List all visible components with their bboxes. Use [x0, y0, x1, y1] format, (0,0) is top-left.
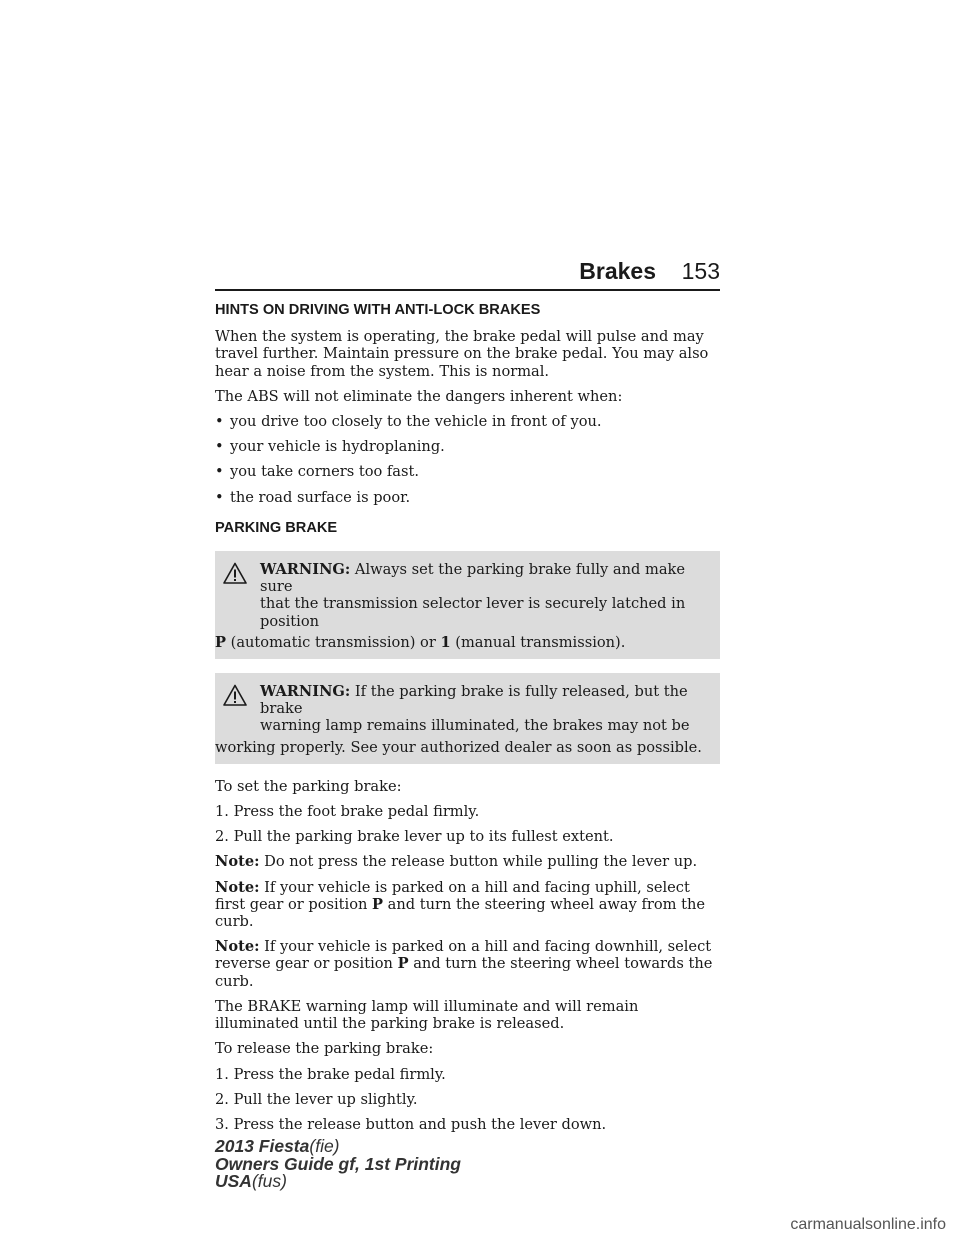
- warning-triangle-icon: [223, 562, 247, 584]
- heading-parking-brake: PARKING BRAKE: [215, 519, 338, 536]
- gear-1: 1: [440, 633, 451, 651]
- warning-text: that the transmission selector lever is securely latched in position: [260, 595, 686, 630]
- header-rule: [215, 289, 720, 291]
- list-item-text: the road surface is poor.: [230, 488, 411, 506]
- bullet-glyph: •: [215, 463, 224, 481]
- gear-p: P: [397, 955, 409, 973]
- warning-text: working properly. See your authorized dealer as soon as possible.: [215, 738, 702, 756]
- heading-anti-lock: HINTS ON DRIVING WITH ANTI-LOCK BRAKES: [215, 302, 541, 318]
- warning-text: (automatic transmission) or: [225, 633, 441, 651]
- note-text: If your vehicle is parked on a hill and facing downhill, select reverse gear or position: [215, 938, 712, 973]
- warning-box: [215, 673, 720, 764]
- document-footer: [215, 1138, 461, 1191]
- list-item-text: your vehicle is hydroplaning.: [230, 438, 445, 456]
- note-label: Note:: [215, 853, 260, 871]
- paragraph-abs-dangers: The ABS will not eliminate the dangers inherent when:: [215, 387, 623, 405]
- footer-code: (fie): [309, 1136, 340, 1156]
- warning-text: Always set the parking brake fully and make sure: [260, 561, 686, 596]
- page-content: [215, 302, 720, 1141]
- note-text: Do not press the release button while pulling the lever up.: [264, 853, 698, 871]
- warning-first-line: [215, 561, 714, 595]
- warning-label: WARNING:: [260, 683, 351, 701]
- bullet-glyph: •: [215, 438, 224, 456]
- page-number: 153: [681, 258, 720, 284]
- footer-model: 2013 Fiesta: [215, 1136, 310, 1156]
- warning-triangle-icon: [223, 684, 247, 706]
- note-label: Note:: [215, 938, 260, 956]
- paragraph-set-intro: To set the parking brake:: [215, 777, 402, 795]
- warning-first-line: [215, 683, 714, 717]
- footer-guide: Owners Guide gf, 1st Printing: [215, 1153, 461, 1174]
- warning-text-line: [215, 634, 714, 651]
- warning-label: WARNING:: [260, 561, 351, 579]
- paragraph-abs-operating: When the system is operating, the brake pedal will pulse and may travel further. Maintain pressure on the brake pedal. You may also hear a noise from the system. This is normal.: [215, 328, 709, 380]
- note: [215, 879, 720, 931]
- step-item: 1. Press the brake pedal firmly.: [215, 1065, 446, 1083]
- warning-text: warning lamp remains illuminated, the brakes may not be: [260, 717, 690, 735]
- list-item: [215, 438, 720, 455]
- footer-line: [215, 1138, 461, 1156]
- list-item: [215, 489, 720, 506]
- footer-code: (fus): [251, 1171, 287, 1191]
- step-item: 2. Pull the lever up slightly.: [215, 1090, 418, 1108]
- gear-p: P: [215, 633, 226, 651]
- paragraph-release-intro: To release the parking brake:: [215, 1040, 434, 1058]
- step-item: 1. Press the foot brake pedal firmly.: [215, 803, 480, 821]
- section-title: Brakes: [579, 258, 656, 284]
- bullet-glyph: •: [215, 413, 224, 431]
- note-text: If your vehicle is parked on a hill and facing uphill, select first gear or position: [215, 878, 690, 913]
- paragraph-lamp: The BRAKE warning lamp will illuminate and will remain illuminated until the parking brake is released.: [215, 997, 639, 1033]
- note-text: and turn the steering wheel towards the curb.: [215, 955, 713, 990]
- footer-market: USA: [215, 1171, 252, 1191]
- step-item: 2. Pull the parking brake lever up to its fullest extent.: [215, 828, 614, 846]
- warning-text: If the parking brake is fully released, but the brake: [260, 683, 688, 718]
- list-item-text: you take corners too fast.: [230, 463, 419, 481]
- note: [215, 938, 720, 990]
- note-label: Note:: [215, 878, 260, 896]
- step-item: 3. Press the release button and push the lever down.: [215, 1115, 607, 1133]
- warning-text: (manual transmission).: [450, 633, 626, 651]
- page-header: [215, 258, 720, 294]
- list-item: [215, 413, 720, 430]
- list-item: [215, 463, 720, 480]
- list-item-text: you drive too closely to the vehicle in front of you.: [230, 413, 602, 431]
- bullet-glyph: •: [215, 488, 224, 506]
- footer-line: [215, 1173, 461, 1191]
- note-text: and turn the steering wheel away from the curb.: [215, 895, 706, 931]
- watermark: carmanualsonline.info: [790, 1216, 946, 1233]
- note: [215, 853, 720, 870]
- gear-p: P: [372, 895, 384, 913]
- warning-box: [215, 551, 720, 659]
